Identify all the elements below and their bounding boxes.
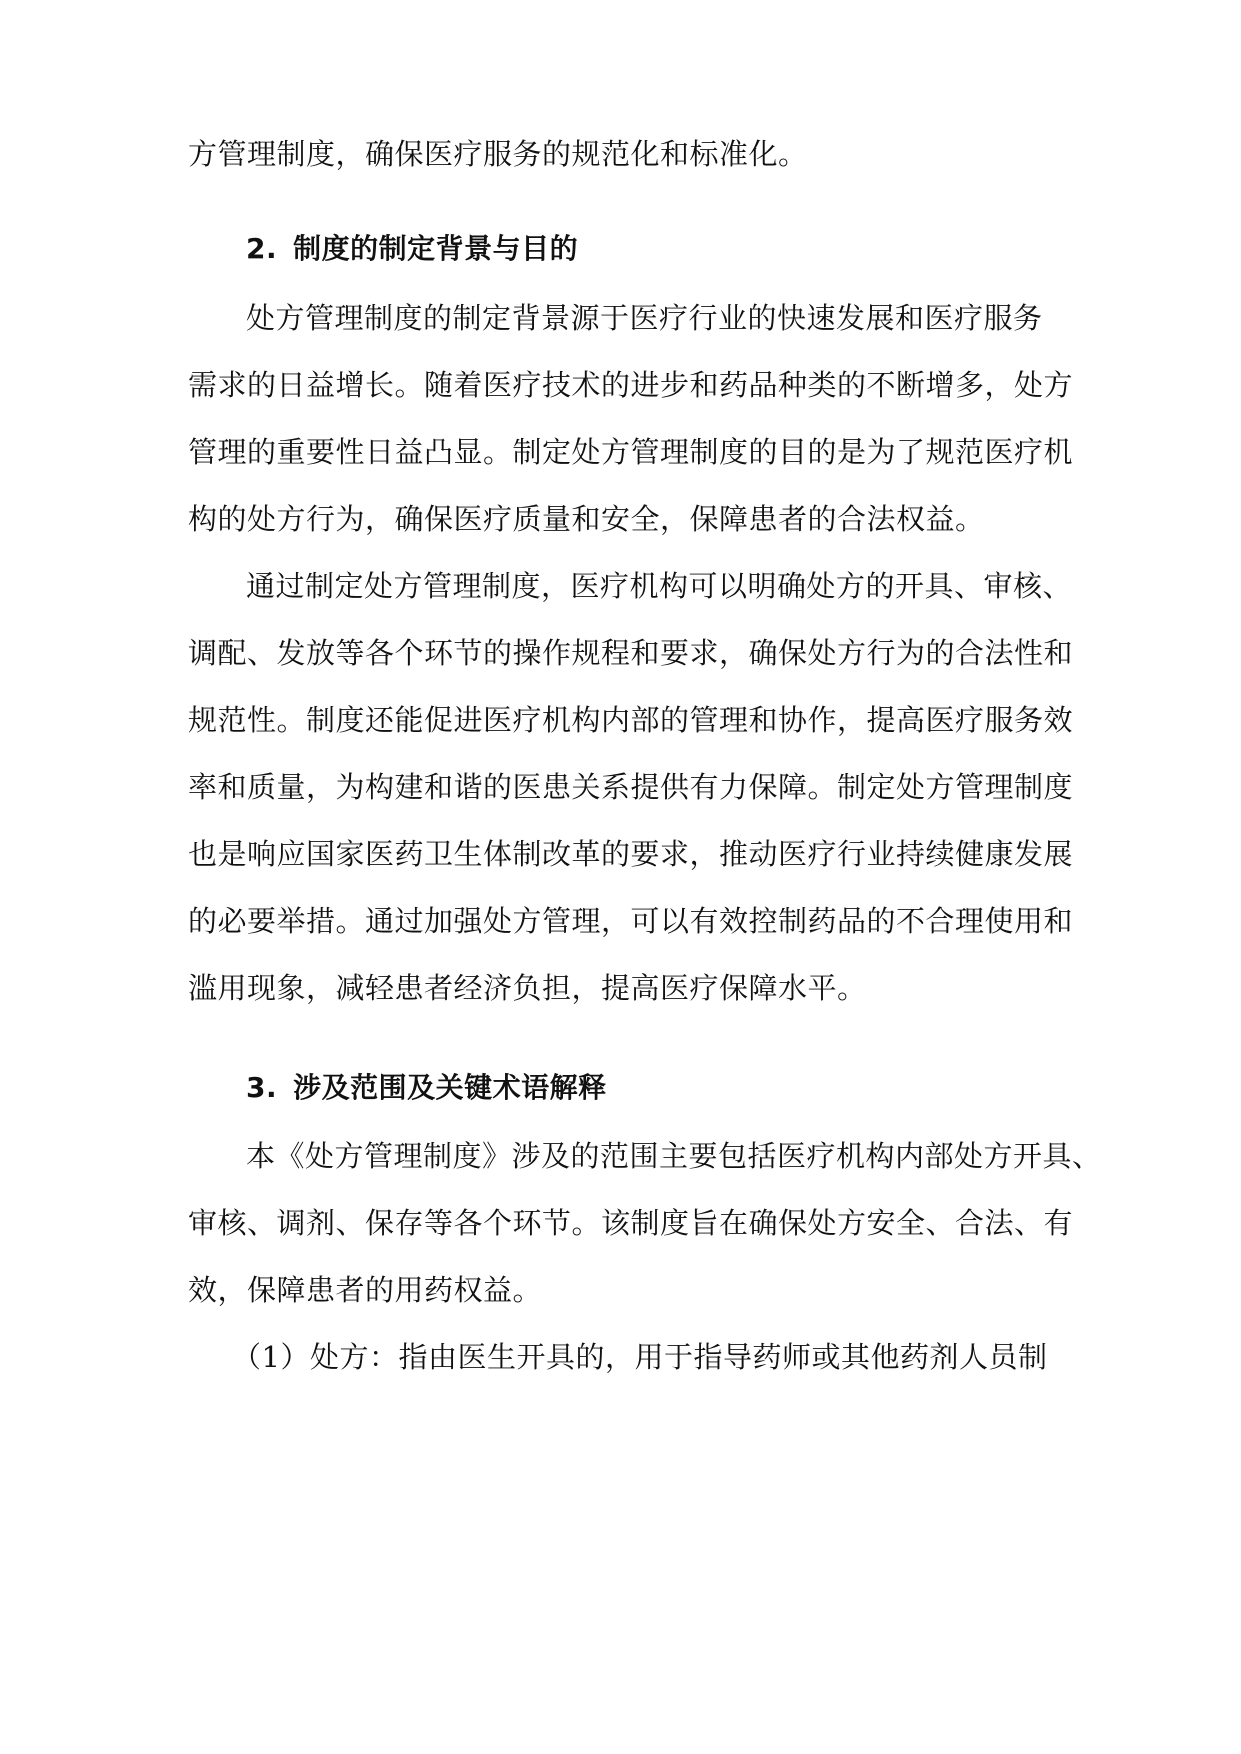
section-number: 3. bbox=[246, 1071, 278, 1104]
section-heading-2 bbox=[246, 231, 578, 267]
paragraph-line: 规范性。制度还能促进医疗机构内部的管理和协作，提高医疗服务效 bbox=[188, 703, 1074, 737]
paragraph-line: 率和质量，为构建和谐的医患关系提供有力保障。制定处方管理制度 bbox=[188, 770, 1074, 804]
paragraph-line: 管理的重要性日益凸显。制定处方管理制度的目的是为了规范医疗机 bbox=[188, 435, 1074, 469]
paragraph-line: 构的处方行为，确保医疗质量和安全，保障患者的合法权益。 bbox=[188, 502, 985, 536]
paragraph-line: 审核、调剂、保存等各个环节。该制度旨在确保处方安全、合法、有 bbox=[188, 1206, 1074, 1240]
paragraph-line: 方管理制度，确保医疗服务的规范化和标准化。 bbox=[188, 137, 808, 171]
paragraph-line: （1）处方：指由医生开具的，用于指导药师或其他药剂人员制 bbox=[232, 1340, 1048, 1374]
paragraph-line: 的必要举措。通过加强处方管理，可以有效控制药品的不合理使用和 bbox=[188, 904, 1074, 938]
section-number: 2. bbox=[246, 232, 278, 265]
paragraph-line: 本《处方管理制度》涉及的范围主要包括医疗机构内部处方开具、 bbox=[246, 1139, 1102, 1173]
paragraph-line: 通过制定处方管理制度，医疗机构可以明确处方的开具、审核、 bbox=[246, 569, 1073, 603]
paragraph-line: 需求的日益增长。随着医疗技术的进步和药品种类的不断增多，处方 bbox=[188, 368, 1074, 402]
paragraph-line: 调配、发放等各个环节的操作规程和要求，确保处方行为的合法性和 bbox=[188, 636, 1074, 670]
section-title: 涉及范围及关键术语解释 bbox=[293, 1071, 607, 1104]
paragraph-line: 处方管理制度的制定背景源于医疗行业的快速发展和医疗服务 bbox=[246, 301, 1043, 335]
section-heading-3 bbox=[246, 1070, 607, 1106]
paragraph-line: 也是响应国家医药卫生体制改革的要求，推动医疗行业持续健康发展 bbox=[188, 837, 1074, 871]
paragraph-line: 滥用现象，减轻患者经济负担，提高医疗保障水平。 bbox=[188, 971, 867, 1005]
section-title: 制度的制定背景与目的 bbox=[293, 232, 579, 265]
paragraph-line: 效，保障患者的用药权益。 bbox=[188, 1273, 543, 1307]
